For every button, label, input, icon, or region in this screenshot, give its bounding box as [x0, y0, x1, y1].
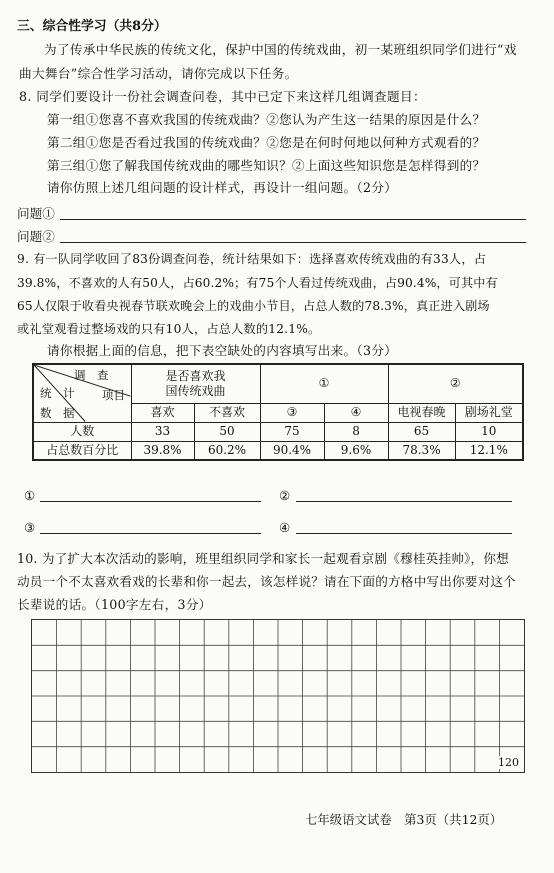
q10-line2: 动员一个不太喜欢看戏的长辈和你一起去，该怎样说？请在下面的方格中写出你要对这个: [17, 574, 516, 589]
q9-blank2-label: ②: [279, 488, 291, 503]
cell-percent: 12.1%: [455, 441, 523, 460]
cell-count: 75: [260, 422, 324, 441]
q9-line2: 39.8%，不喜欢的人有50人，占60.2%；有75个人看过传统戏曲，占90.4%，可其中有: [17, 276, 498, 290]
sub-dislike: 不喜欢: [194, 403, 260, 422]
header-blank-2[interactable]: ②: [388, 364, 523, 403]
section-intro-line1: 为了传承中华民族的传统文化，保护中国的传统戏曲，初一某班组织同学们进行“戏: [44, 42, 517, 57]
q10-line1: 10. 为了扩大本次活动的影响，班里组织同学和家长一起观看京剧《穆桂英挂帅》，你想: [17, 551, 509, 566]
header-like-opera: [131, 364, 260, 403]
q9-blank1-label: ①: [24, 488, 36, 503]
survey-table: [32, 363, 524, 461]
q9-blank4-line[interactable]: [296, 533, 512, 534]
corner-label-data: 数 据: [40, 406, 75, 420]
q8-answer2-label: 问题②: [17, 229, 55, 244]
header-blank-1[interactable]: ①: [260, 364, 388, 403]
q9-blank2-line[interactable]: [296, 501, 512, 502]
table-corner-cell: [33, 364, 131, 422]
table-row-count: [33, 422, 523, 441]
sub-tv-gala: 电视春晚: [388, 403, 455, 422]
sub-blank-4[interactable]: ④: [324, 403, 388, 422]
q9-task: 请你根据上面的信息，把下表空缺处的内容填写出来。（3分）: [47, 343, 398, 358]
header-like-opera-line2: 国传统戏曲: [165, 383, 226, 398]
cell-percent: 9.6%: [324, 441, 388, 460]
corner-label-item: 项目: [102, 388, 125, 402]
corner-label-survey: 调 查: [74, 368, 109, 382]
q8-answer1-line[interactable]: [60, 219, 526, 220]
q8-group3: 第三组①您了解我国传统戏曲的哪些知识？②上面这些知识您是怎样得到的？: [47, 158, 486, 173]
writing-grid[interactable]: [31, 619, 525, 773]
header-like-opera-line1: 是否喜欢我: [165, 368, 226, 383]
q8-answer1-label: 问题①: [17, 206, 55, 221]
q9-blank4-label: ④: [279, 520, 291, 535]
q8-task: 请你仿照上述几组问题的设计样式，再设计一组问题。（2分）: [47, 180, 398, 195]
q9-line1: 9. 有一队同学收回了83份调查问卷，统计结果如下：选择喜欢传统戏曲的有33人，占: [17, 252, 487, 266]
sub-like: 喜欢: [131, 403, 194, 422]
cell-count: 50: [194, 422, 260, 441]
page-footer: 七年级语文试卷 第3页（共12页）: [305, 812, 503, 827]
q8-group2: 第二组①您是否看过我国的传统戏曲？②您是在何时何地以何种方式观看的？: [47, 135, 486, 150]
cell-percent: 39.8%: [131, 441, 194, 460]
sub-blank-3[interactable]: ③: [260, 403, 324, 422]
grid-word-count-mark: 120: [498, 756, 519, 769]
q9-blank3-label: ③: [24, 520, 36, 535]
cell-percent: 78.3%: [388, 441, 455, 460]
cell-count: 33: [131, 422, 194, 441]
q8-answer2-line[interactable]: [60, 242, 526, 243]
corner-label-stats: 统 计: [40, 386, 75, 400]
q9-blank1-line[interactable]: [40, 501, 261, 502]
q8-group1: 第一组①您喜不喜欢我国的传统戏曲？②您认为产生这一结果的原因是什么？: [47, 112, 486, 127]
q10-line3: 长辈说的话。（100字左右，3分）: [17, 597, 212, 612]
q9-line3: 65人仅限于收看央视春节联欢晚会上的戏曲小节目，占总人数的78.3%，真正进入剧场: [17, 299, 490, 313]
section-title: 三、综合性学习（共8分）: [17, 19, 167, 34]
cell-percent: 60.2%: [194, 441, 260, 460]
writing-grid-lines: [32, 620, 524, 772]
q9-blank3-line[interactable]: [40, 533, 261, 534]
table-row-percent: [33, 441, 523, 460]
sub-theater: 剧场礼堂: [455, 403, 523, 422]
cell-percent: 90.4%: [260, 441, 324, 460]
section-intro-line2: 曲大舞台”综合性学习活动，请你完成以下任务。: [19, 66, 298, 81]
cell-count: 10: [455, 422, 523, 441]
row-label-percent: 占总数百分比: [33, 441, 131, 460]
cell-count: 65: [388, 422, 455, 441]
q9-line4: 或礼堂观看过整场戏的只有10人，占总人数的12.1%。: [17, 322, 321, 336]
q8-stem: 8. 同学们要设计一份社会调查问卷，其中已定下来这样几组调查题目：: [19, 89, 427, 104]
row-label-count: 人数: [33, 422, 131, 441]
cell-count: 8: [324, 422, 388, 441]
